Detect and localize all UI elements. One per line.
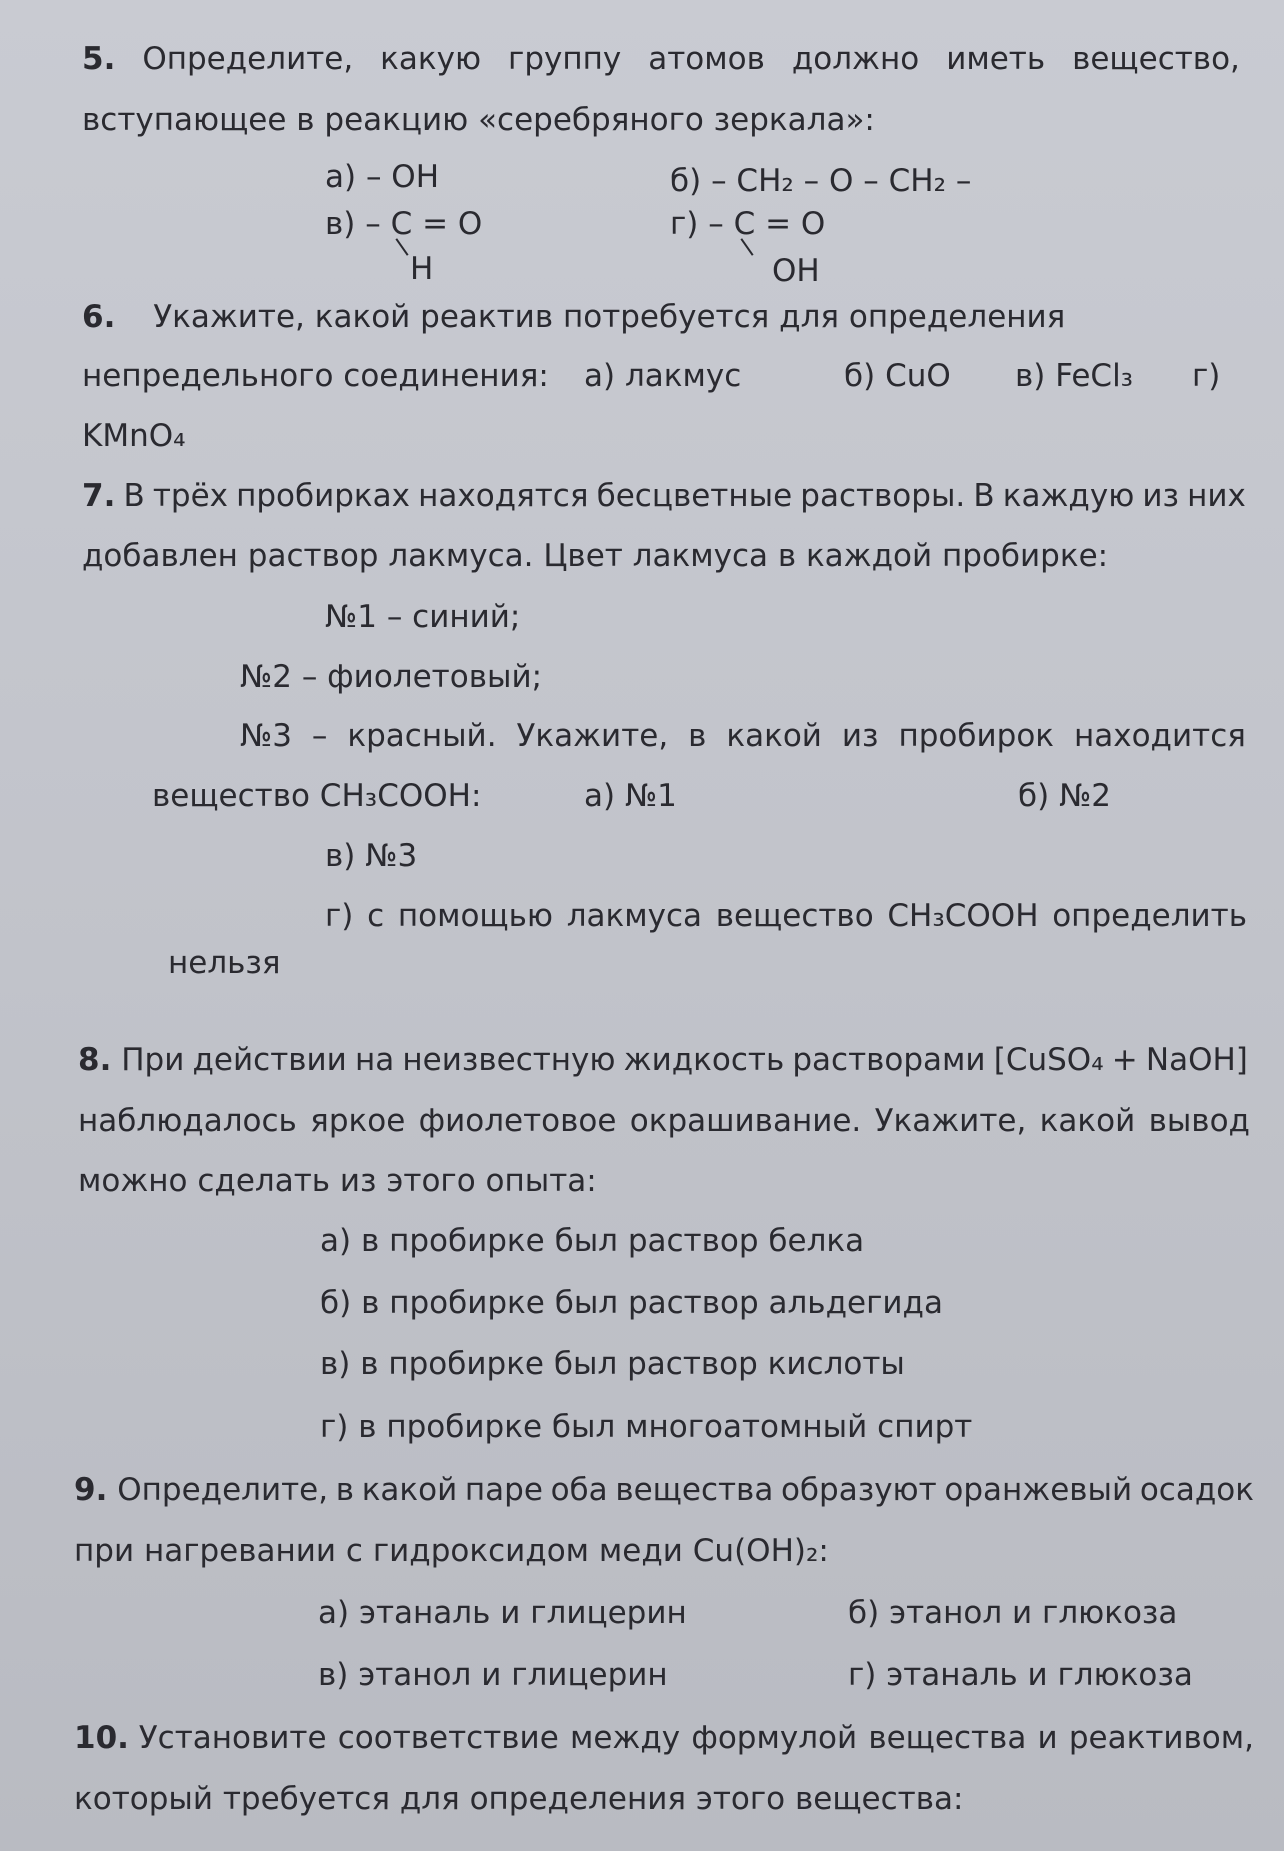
q8-word: растворами: [792, 1042, 986, 1078]
q6-text: Укажите, какой реактив потребуется для определения: [153, 299, 1066, 335]
q9-word: оранжевый: [944, 1472, 1133, 1508]
q8-word: вывод: [1148, 1103, 1250, 1139]
q7-tube-1: №1 – синий;: [325, 599, 521, 635]
q8-word: действии: [192, 1042, 347, 1078]
q8-option-a: а) в пробирке был раствор белка: [320, 1223, 865, 1259]
q5-number: 5.: [82, 41, 116, 77]
q7-word: из: [1142, 478, 1180, 514]
q7-option-b: б) №2: [1018, 778, 1112, 814]
q8-word: Укажите,: [874, 1103, 1027, 1139]
q7-word: В: [123, 478, 145, 514]
q7-word: какой: [726, 718, 822, 754]
q6-number: 6.: [82, 299, 116, 335]
q7-word: в: [688, 718, 707, 754]
q7-word: трёх: [152, 478, 228, 514]
q7-word: CH₃COOH: [887, 898, 1039, 934]
q9-option-b: б) этанол и глюкоза: [848, 1595, 1178, 1631]
q9-word: оба: [550, 1472, 608, 1508]
q5-option-v: в) – C = O: [325, 206, 483, 242]
q8-word: яркое: [310, 1103, 406, 1139]
q7-number: 7.: [82, 478, 116, 514]
q7-tube-3: [240, 717, 1246, 755]
q5-option-g: г) – C = O: [670, 206, 826, 242]
q8-word: наблюдалось: [78, 1103, 297, 1139]
q7-substance: вещество CH₃COOH:: [152, 778, 482, 814]
q10-word: формулой: [691, 1720, 858, 1756]
q9-word: какой: [361, 1472, 458, 1508]
q5-line2: вступающее в реакцию «серебряного зеркала»:: [82, 102, 875, 138]
q5-word: вещество,: [1072, 41, 1240, 77]
q6-option-b: б) CuO: [844, 358, 951, 394]
q8-line1: [78, 1041, 1248, 1079]
q7-word: пробирок: [898, 718, 1055, 754]
q5-word: группу: [508, 41, 622, 77]
q8-word: на: [354, 1042, 395, 1078]
q7-word: Укажите,: [516, 718, 669, 754]
q8-line2: [78, 1102, 1250, 1140]
q10-word: реактивом,: [1068, 1720, 1254, 1756]
q7-word: –: [311, 718, 328, 754]
q10-word: Установите: [138, 1720, 327, 1756]
q5-word: иметь: [946, 41, 1046, 77]
q8-word: какой: [1039, 1103, 1136, 1139]
q7-option-v: в) №3: [325, 838, 418, 874]
q9-word: образуют: [780, 1472, 937, 1508]
q7-word: с: [367, 898, 385, 934]
q7-word: бесцветные: [596, 478, 793, 514]
q8-word: жидкость: [623, 1042, 785, 1078]
q7-word: каждую: [1002, 478, 1135, 514]
q6-option-v: в) FeCl₃: [1015, 358, 1134, 394]
q6-label: непредельного соединения:: [82, 358, 549, 394]
q7-word: них: [1187, 478, 1246, 514]
q9-word: вещества: [615, 1472, 774, 1508]
q8-word: [CuSO₄: [993, 1042, 1104, 1078]
q7-line1: [82, 477, 1246, 515]
q5-word: Определите,: [142, 41, 354, 77]
q8-number: 8.: [78, 1042, 112, 1078]
q9-word: в: [335, 1472, 355, 1508]
q7-word: №3: [240, 718, 292, 754]
q5-option-v-sub: H: [410, 251, 434, 287]
q10-number: 10.: [74, 1720, 129, 1756]
q8-option-v: в) в пробирке был раствор кислоты: [320, 1346, 905, 1382]
q8-option-g: г) в пробирке был многоатомный спирт: [320, 1409, 973, 1445]
q7-word: определить: [1052, 898, 1247, 934]
q9-option-a: а) этаналь и глицерин: [318, 1595, 687, 1631]
q5-option-g-sub: OH: [772, 253, 820, 289]
q7-word: г): [325, 898, 354, 934]
q7-line2: добавлен раствор лакмуса. Цвет лакмуса в каждой пробирке:: [82, 538, 1109, 574]
q7-word: из: [841, 718, 879, 754]
q9-option-g: г) этаналь и глюкоза: [848, 1657, 1193, 1693]
q8-line3: можно сделать из этого опыта:: [78, 1163, 597, 1199]
q6-option-g-value: KMnO₄: [82, 418, 186, 454]
q8-word: фиолетовое: [418, 1103, 617, 1139]
q10-word: вещества: [868, 1720, 1027, 1756]
q8-word: окрашивание.: [629, 1103, 862, 1139]
q8-word: При: [121, 1042, 185, 1078]
q6-line1: [82, 298, 1065, 336]
q9-word: паре: [464, 1472, 543, 1508]
q10-line2: который требуется для определения этого вещества:: [74, 1781, 964, 1817]
q7-word: лакмуса: [566, 898, 703, 934]
q6-option-a: а) лакмус: [584, 358, 742, 394]
q7-word: помощью: [397, 898, 553, 934]
q10-line1: [74, 1719, 1254, 1757]
q7-option-g: [325, 897, 1247, 935]
q7-word: растворы.: [800, 478, 966, 514]
q5-line1: [82, 40, 1240, 78]
q7-word: вещество: [715, 898, 874, 934]
q7-tube-2: №2 – фиолетовый;: [240, 659, 543, 695]
q5-word: атомов: [648, 41, 765, 77]
q5-option-b: б) – CH₂ – O – CH₂ –: [670, 163, 972, 199]
q6-option-g: г): [1192, 358, 1221, 394]
q8-word: неизвестную: [402, 1042, 616, 1078]
q9-word: осадок: [1139, 1472, 1254, 1508]
q9-option-v: в) этанол и глицерин: [318, 1657, 668, 1693]
q10-word: соответствие: [337, 1720, 559, 1756]
q10-word: и: [1037, 1720, 1058, 1756]
q7-option-a: а) №1: [584, 778, 677, 814]
q7-word: пробирках: [236, 478, 410, 514]
q7-word: красный.: [347, 718, 497, 754]
q8-option-b: б) в пробирке был раствор альдегида: [320, 1285, 943, 1321]
q9-line1: [74, 1471, 1254, 1509]
q5-word: должно: [791, 41, 920, 77]
q7-word: В: [973, 478, 995, 514]
q9-line2: при нагревании с гидроксидом меди Cu(OH)₂:: [74, 1533, 829, 1569]
q7-word: находятся: [418, 478, 589, 514]
q7-option-g-end: нельзя: [168, 945, 281, 981]
q7-word: находится: [1073, 718, 1246, 754]
q5-word: какую: [380, 41, 482, 77]
q9-word: Определите,: [117, 1472, 329, 1508]
q9-number: 9.: [74, 1472, 108, 1508]
q5-option-a: а) – OH: [325, 159, 440, 195]
q8-word: NaOH]: [1145, 1042, 1248, 1078]
q10-word: между: [569, 1720, 681, 1756]
q8-word: +: [1111, 1042, 1138, 1078]
